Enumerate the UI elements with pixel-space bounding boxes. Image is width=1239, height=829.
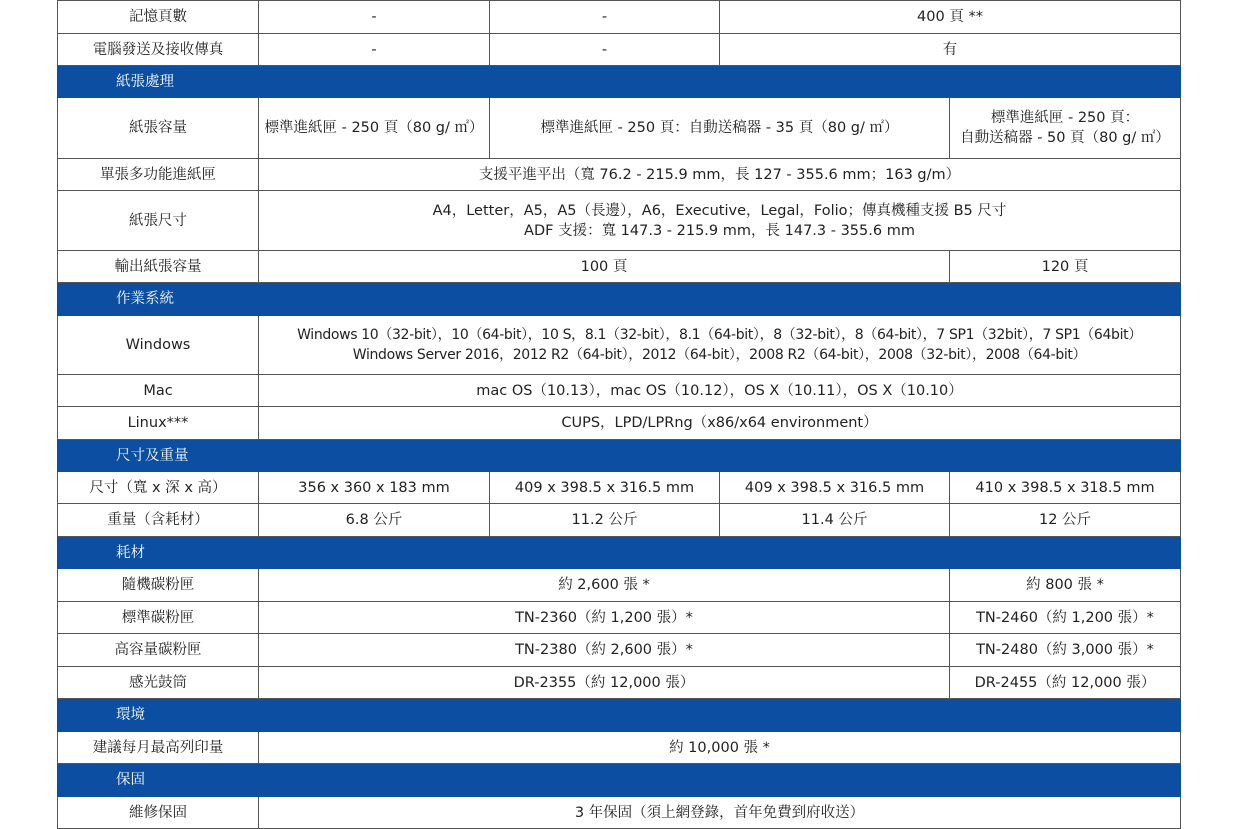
- cell-model-2-3: 標準進紙匣 - 250 頁：自動送稿器 - 35 頁（80 g/ ㎡）: [490, 98, 950, 159]
- cell-line: 自動送稿器 - 50 頁（80 g/ ㎡）: [960, 130, 1170, 146]
- cell-model-3-4: 400 頁 **: [720, 1, 1181, 34]
- section-title: 耗材: [58, 537, 1181, 569]
- section-title: 紙張處理: [58, 66, 1181, 98]
- row-memory-pages: [58, 1, 1181, 34]
- cell-model-2: 11.2 公斤: [490, 504, 720, 537]
- cell-all-models: 支援平進平出（寬 76.2 - 215.9 mm，長 127 - 355.6 mm；163 g/m）: [259, 159, 1181, 191]
- row-drum: [58, 667, 1181, 699]
- section-title: 作業系統: [58, 283, 1181, 316]
- row-label: 紙張容量: [58, 98, 259, 159]
- row-label: 維修保固: [58, 797, 259, 829]
- section-header-os: [58, 283, 1181, 316]
- row-dimensions: [58, 472, 1181, 504]
- row-label: 輸出紙張容量: [58, 251, 259, 283]
- cell-model-1: 標準進紙匣 - 250 頁（80 g/ ㎡）: [259, 98, 490, 159]
- cell-model-4: TN-2460（約 1,200 張）*: [950, 602, 1181, 634]
- cell-model-4: [950, 98, 1181, 159]
- cell-line: A4，Letter，A5，A5（長邊），A6，Executive，Legal，Folio；傳真機種支援 B5 尺寸: [432, 202, 1007, 219]
- cell-model-2: -: [490, 34, 720, 66]
- row-standard-toner: [58, 602, 1181, 634]
- cell-line: 標準進紙匣 - 250 頁：: [990, 110, 1140, 126]
- row-label: 電腦發送及接收傳真: [58, 34, 259, 66]
- section-header-environment: [58, 699, 1181, 732]
- row-label: 隨機碳粉匣: [58, 569, 259, 602]
- row-linux: [58, 407, 1181, 440]
- row-high-yield-toner: [58, 634, 1181, 667]
- cell-model-3-4: 有: [720, 34, 1181, 66]
- row-pc-fax: [58, 34, 1181, 66]
- spec-table: [57, 0, 1181, 829]
- section-header-supplies: [58, 537, 1181, 569]
- cell-all-models: mac OS（10.13），mac OS（10.12），OS X（10.11），OS X（10.10）: [259, 375, 1181, 407]
- cell-all-models: 約 10,000 張 *: [259, 732, 1181, 764]
- row-windows: [58, 316, 1181, 375]
- row-label: Linux***: [58, 407, 259, 440]
- cell-model-1: 356 x 360 x 183 mm: [259, 472, 490, 504]
- section-title: 保固: [58, 764, 1181, 797]
- cell-all-models: [259, 191, 1181, 251]
- cell-model-2: -: [490, 1, 720, 34]
- section-header-dimensions: [58, 440, 1181, 472]
- row-warranty: [58, 797, 1181, 829]
- row-duty-cycle: [58, 732, 1181, 764]
- row-weight: [58, 504, 1181, 537]
- section-title: 尺寸及重量: [58, 440, 1181, 472]
- row-paper-capacity: [58, 98, 1181, 159]
- row-label: Mac: [58, 375, 259, 407]
- cell-model-1-3: TN-2380（約 2,600 張）*: [259, 634, 950, 667]
- row-mac: [58, 375, 1181, 407]
- cell-model-2: 409 x 398.5 x 316.5 mm: [490, 472, 720, 504]
- cell-model-3: 409 x 398.5 x 316.5 mm: [720, 472, 950, 504]
- cell-model-1: 6.8 公斤: [259, 504, 490, 537]
- row-label: Windows: [58, 316, 259, 375]
- cell-model-3: 11.4 公斤: [720, 504, 950, 537]
- section-title: 環境: [58, 699, 1181, 732]
- cell-line: ADF 支援：寬 147.3 - 215.9 mm，長 147.3 - 355.6 mm: [524, 222, 915, 239]
- cell-model-1: -: [259, 1, 490, 34]
- cell-model-4: 410 x 398.5 x 318.5 mm: [950, 472, 1181, 504]
- row-output-capacity: [58, 251, 1181, 283]
- row-label: 重量（含耗材）: [58, 504, 259, 537]
- cell-model-4: 12 公斤: [950, 504, 1181, 537]
- cell-model-1-3: 100 頁: [259, 251, 950, 283]
- section-header-paper: [58, 66, 1181, 98]
- cell-all-models: 3 年保固（須上網登錄，首年免費到府收送）: [259, 797, 1181, 829]
- row-label: 標準碳粉匣: [58, 602, 259, 634]
- cell-model-1-3: 約 2,600 張 *: [259, 569, 950, 602]
- section-header-warranty: [58, 764, 1181, 797]
- row-label: 建議每月最高列印量: [58, 732, 259, 764]
- row-label: 高容量碳粉匣: [58, 634, 259, 667]
- cell-model-1: -: [259, 34, 490, 66]
- cell-model-4: TN-2480（約 3,000 張）*: [950, 634, 1181, 667]
- row-label: 記憶頁數: [58, 1, 259, 34]
- cell-model-1-3: DR-2355（約 12,000 張）: [259, 667, 950, 699]
- cell-model-4: 120 頁: [950, 251, 1181, 283]
- cell-all-models: CUPS，LPD/LPRng（x86/x64 environment）: [259, 407, 1181, 440]
- row-label: 單張多功能進紙匣: [58, 159, 259, 191]
- row-mp-tray: [58, 159, 1181, 191]
- cell-all-models: [259, 316, 1181, 375]
- row-starter-toner: [58, 569, 1181, 602]
- cell-model-1-3: TN-2360（約 1,200 張）*: [259, 602, 950, 634]
- cell-model-4: 約 800 張 *: [950, 569, 1181, 602]
- cell-model-4: DR-2455（約 12,000 張）: [950, 667, 1181, 699]
- row-paper-size: [58, 191, 1181, 251]
- row-label: 感光鼓筒: [58, 667, 259, 699]
- cell-line: Windows 10（32-bit），10（64-bit），10 S，8.1（32-bit），8.1（64-bit），8（32-bit），8（64-bit），7 SP1（32bit），7 SP1（64bit）: [297, 327, 1142, 343]
- row-label: 尺寸（寬 x 深 x 高）: [58, 472, 259, 504]
- row-label: 紙張尺寸: [58, 191, 259, 251]
- cell-line: Windows Server 2016，2012 R2（64-bit），2012（64-bit），2008 R2（64-bit），2008（32-bit），2008（64-bit）: [352, 347, 1087, 363]
